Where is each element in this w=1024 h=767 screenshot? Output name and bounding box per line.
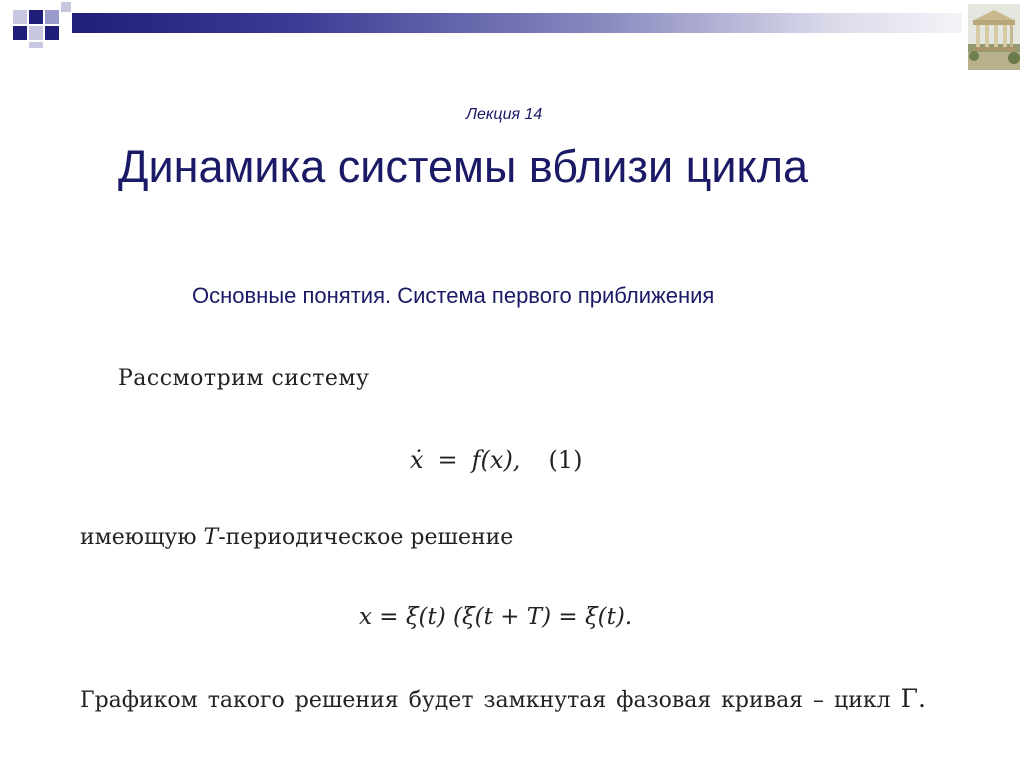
decor-square-5 [13,26,27,40]
lecture-number-label: Лекция 14 [466,106,543,123]
slide-subtitle: Основные понятия. Система первого приближения [192,283,715,308]
decor-square-7 [45,26,59,40]
decor-square-4 [61,2,71,12]
conclusion-paragraph [80,684,926,713]
decor-square-6 [29,26,43,40]
period-variable: T [203,525,219,550]
periodic-suffix: -периодическое решение [218,525,514,550]
cycle-symbol: Γ. [900,684,926,713]
slide-title: Динамика системы вблизи цикла [118,141,809,192]
conclusion-text: Графиком такого решения будет замкнутая фазовая кривая – цикл [80,688,901,713]
equation-1-number: (1) [548,446,583,474]
header-decoration [0,0,1024,48]
equation-1-rhs: f(x), [471,446,521,474]
intro-paragraph: Рассмотрим систему [118,366,370,391]
greek-temple-logo-icon [968,4,1020,70]
equation-1-lhs: ẋ [410,446,424,474]
decor-square-3 [45,10,59,24]
equation-2: x = ξ(t) (ξ(t + T) = ξ(t). [359,604,633,630]
equation-1-equals: = [437,446,458,474]
periodic-solution-paragraph [80,525,513,550]
decor-square-2 [29,10,43,24]
decor-square-1 [13,10,27,24]
header-gradient-bar [72,13,962,33]
decor-square-8 [29,42,43,48]
periodic-prefix: имеющую [80,525,204,550]
equation-1 [410,446,582,474]
